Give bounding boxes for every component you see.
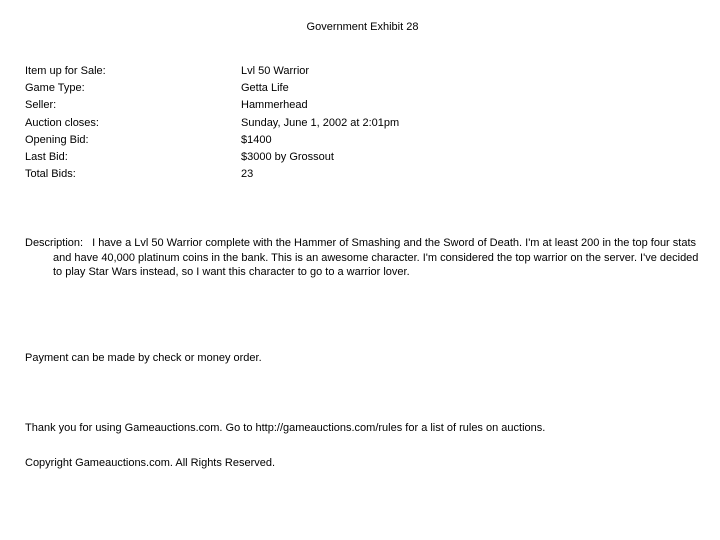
opening-bid-value: $1400 <box>241 133 272 146</box>
copyright-notice: Copyright Gameauctions.com. All Rights Reserved. <box>25 457 276 469</box>
game-type-value: Getta Life <box>241 82 289 95</box>
detail-row-item <box>25 64 399 81</box>
auction-closes-value: Sunday, June 1, 2002 at 2:01pm <box>241 116 400 129</box>
detail-row-game-type <box>25 81 399 98</box>
total-bids-value: 23 <box>241 168 254 181</box>
description-label: Description: <box>25 237 84 249</box>
detail-row-auction-closes <box>25 116 399 133</box>
last-bid-value: $3000 by Grossout <box>241 150 334 163</box>
detail-row-last-bid <box>25 150 399 167</box>
item-value: Lvl 50 Warrior <box>241 65 310 77</box>
last-bid-label: Last Bid: <box>25 150 68 163</box>
auction-details <box>25 64 399 184</box>
opening-bid-label: Opening Bid: <box>25 133 89 146</box>
detail-row-opening-bid <box>25 133 399 150</box>
exhibit-title: Government Exhibit 28 <box>306 21 419 33</box>
detail-row-total-bids <box>25 167 399 184</box>
thanks-note: Thank you for using Gameauctions.com. Go to http://gameauctions.com/rules for a list of rules on auctions. <box>25 422 546 434</box>
seller-label: Seller: <box>25 99 57 112</box>
description-text: I have a Lvl 50 Warrior complete with the Hammer of Smashing and the Sword of Death. I'm at least 200 in the top four stats and have 40,000 platinum coins in the bank. This is an awesome character. I'm considered the top warrior on the server. I've decided to play Star Wars instead, so I want this character to go to a warrior lover. <box>53 237 699 279</box>
total-bids-label: Total Bids: <box>25 168 76 181</box>
seller-value: Hammerhead <box>241 99 308 112</box>
description-paragraph <box>25 236 708 280</box>
game-type-label: Game Type: <box>25 82 85 95</box>
item-label: Item up for Sale: <box>25 65 106 77</box>
detail-row-seller <box>25 98 399 115</box>
auction-closes-label: Auction closes: <box>25 116 99 129</box>
payment-note: Payment can be made by check or money order. <box>25 352 262 364</box>
